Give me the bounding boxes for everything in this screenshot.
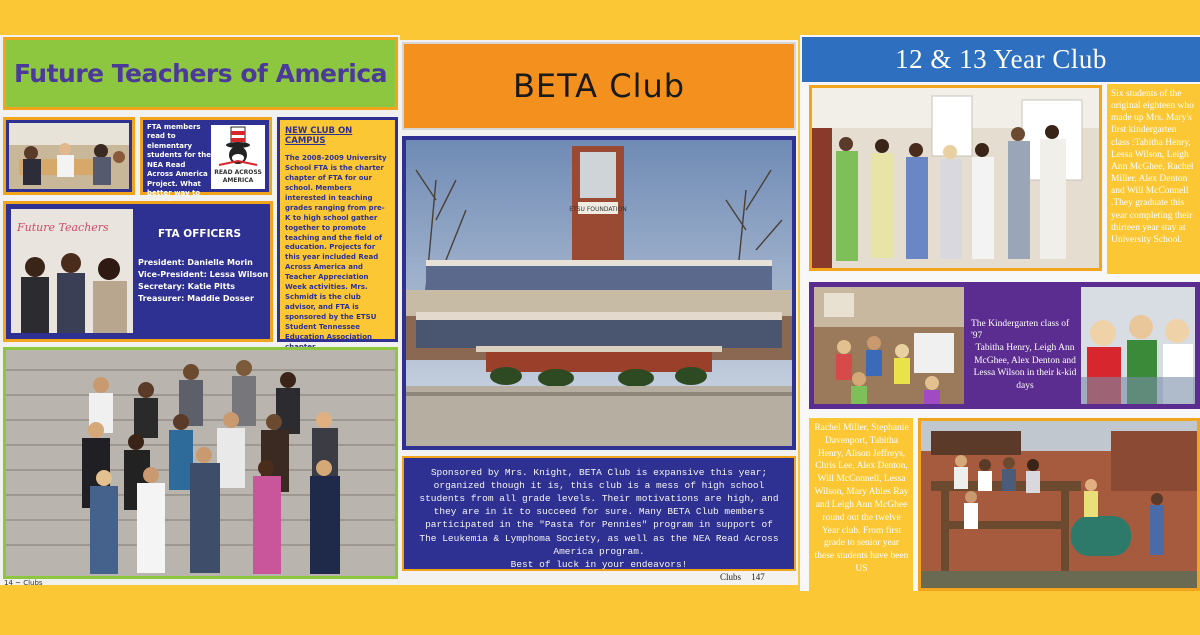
footer-page-number: 147 [751, 572, 765, 582]
officers-list [138, 257, 268, 305]
board-text: Future Teachers [17, 221, 109, 234]
kindergarten-caption: Tabitha Henry, Leigh Ann McGhee, Alex Denton and Lessa Wilson in their k-kid days [973, 343, 1077, 391]
fta-officers-box [3, 201, 273, 342]
officer-secretary: Secretary: Katie Pitts [138, 282, 236, 291]
read-across-logo [211, 125, 265, 189]
read-across-text: FTA members read to elementary students for the NEA Read Across America Project. What better way to [147, 123, 212, 198]
playground-image [921, 421, 1197, 588]
page1-footer: 14 ~ Clubs [4, 579, 43, 587]
new-club-body: The 2008-2009 University School FTA is the charter chapter of FTA for our school. Members interested in teaching grades ranging from pre-K to high school gather together to promote teaching and the field of education. Projects for this year included Read Across America and Teacher Appreciation Week activities. Mrs. Schmidt is the club advisor, and FTA is sponsored by the ETSU Student Tennessee Education Association [285, 154, 387, 341]
footer-section: Clubs [720, 572, 742, 582]
officers-heading: FTA OFFICERS [158, 228, 242, 240]
new-club-box [277, 117, 398, 342]
officer-president: President: Danielle Morin [138, 258, 253, 267]
kindergarten-title: The Kindergarten class of '97 [971, 319, 1070, 342]
kindergarten-kids-photo [1081, 287, 1195, 404]
year-club-title: 12 & 13 Year Club [895, 44, 1107, 74]
year-club-group-image [812, 88, 1099, 268]
beta-closing: Best of luck in your endeavors! [510, 558, 688, 570]
page2-footer [720, 572, 765, 582]
officers-photo [11, 209, 133, 333]
officer-treasurer: Treasurer: Maddie Dosser [138, 294, 254, 303]
beta-body: Sponsored by Mrs. Knight, BETA Club is expansive this year; organized though it is, this club is a mess of high school students from all grade levels. Their motivations are high, and they are in it to succeed for sure. Many BETA Club members participated in the "Pasta for Pennies" program in support of The Leukemia & Lymphoma Society, as well as the NEA Read Across America program. [419, 467, 779, 557]
beta-title-banner [402, 42, 796, 130]
kindergarten-box [809, 282, 1200, 409]
officer-vice-president: Vice-President: Lessa Wilson [138, 270, 269, 279]
officers-photo-image [11, 209, 133, 333]
fta-title: Future Teachers of America [13, 59, 388, 88]
kindergarten-photo [814, 287, 964, 404]
read-across-box [140, 117, 272, 198]
fta-group-image [6, 350, 395, 576]
year-club-group-photo [809, 85, 1102, 271]
twelve-year-text: Rachel Miller, Stephanie Davenport, Tabitha Henry, Alison Jeffreys, Chris Lee, Alex Denton, Will McConnell, Lessa Wilson, Mary Ables Ray and Leigh Ann McGhee round out the twelve Year club. From first grade to senior year these students have been US [809, 418, 913, 591]
beta-description [402, 456, 796, 571]
logo-line-2: AMERICA [222, 177, 254, 185]
logo-line-1: READ ACROSS [214, 169, 262, 176]
reading-photo-image [9, 123, 129, 189]
six-students-text: Six students of the original eighteen who made up Mrs. Mary's first kindergarten class :Tabitha Henry, Lessa Wilson, Leigh Ann McGhee, Rachel Miller, Alex Denton and Will McConnell .They graduate this year completing their thirteen year stay at University School. [1107, 84, 1200, 274]
year-club-title-banner [802, 37, 1200, 82]
tower-sign: ETSU FOUNDATION [569, 206, 627, 213]
new-club-heading: NEW CLUB ON CAMPUS [285, 126, 353, 146]
cat-in-hat-icon [211, 125, 265, 169]
fta-title-banner [3, 37, 398, 110]
fta-reading-photo [3, 117, 135, 195]
fta-group-photo [3, 347, 398, 579]
beta-title: BETA Club [512, 67, 686, 105]
playground-photo [918, 418, 1200, 591]
beta-group-image [406, 140, 792, 446]
beta-group-photo [402, 136, 796, 450]
